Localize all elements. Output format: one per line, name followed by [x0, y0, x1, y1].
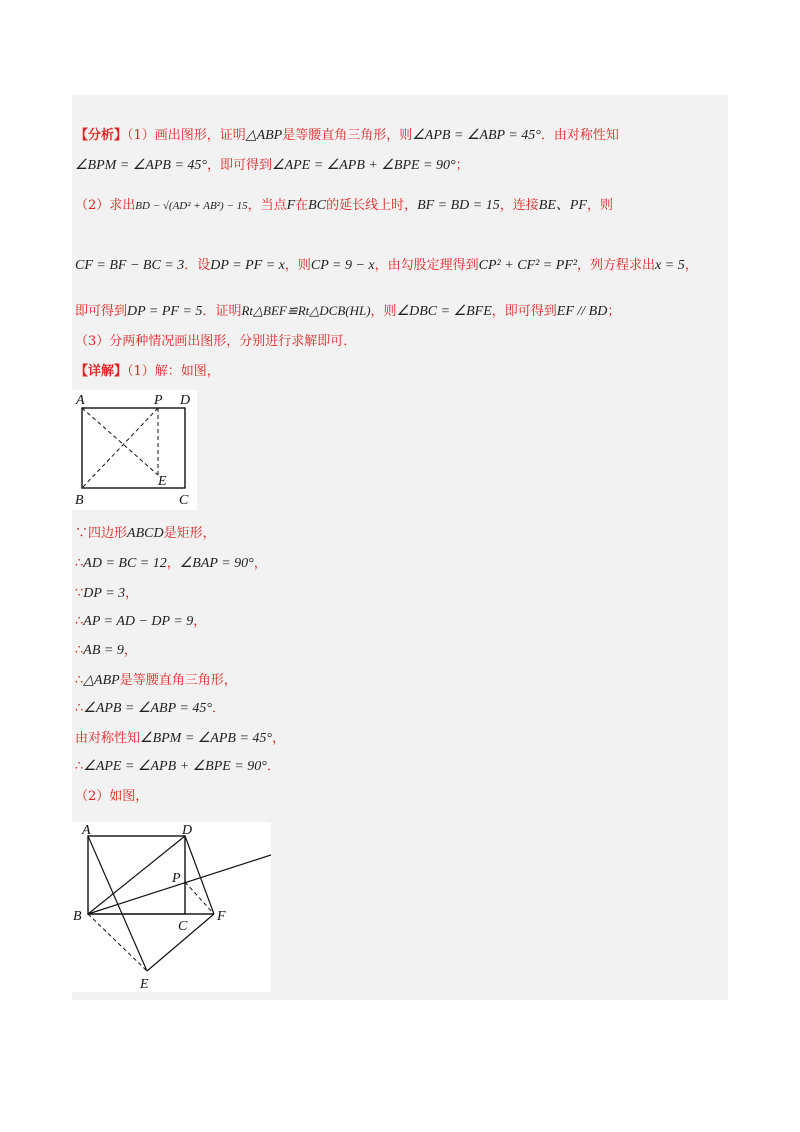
- analysis-line-4: CF = BF − BC = 3．设DP = PF = x，则CP = 9 − x，由勾股定理得到CP² + CF² = PF²，列方程求出x = 5，: [75, 258, 698, 273]
- rectangle-abcd: [82, 408, 185, 488]
- analysis-line-6: （3）分两种情况画出图形，分别进行求解即可．: [75, 334, 357, 349]
- label-a: A: [82, 823, 91, 838]
- analysis-line-5: 即可得到DP = PF = 5．证明Rt△BEF≌Rt△DCB(HL)，则∠DBC = ∠BFE，即可得到EF // BD；: [75, 303, 621, 319]
- detail-step-3: ∵DP = 3，: [75, 586, 139, 601]
- detail-step-9: ∴∠APE = ∠APB + ∠BPE = 90°．: [75, 759, 280, 774]
- analysis-line-2: ∠BPM = ∠APB = 45°，即可得到∠APE = ∠APB + ∠BPE = 90°；: [75, 158, 469, 173]
- figure-1: [72, 390, 197, 510]
- label-c: C: [179, 493, 189, 508]
- diagonal-p-b: [82, 408, 158, 488]
- analysis-line-3: （2）求出BD − √(AD² + AB²) − 15，当点F在BC的延长线上时，BF = BD = 15，连接BE、PF，则: [75, 198, 613, 213]
- label-b: B: [75, 493, 84, 508]
- segment-a-e: [88, 836, 147, 971]
- detail-part-2: （2）如图，: [75, 789, 149, 804]
- label-c: C: [178, 919, 188, 934]
- detail-step-1: ∵四边形ABCD是矩形，: [75, 526, 216, 541]
- detail-step-5: ∴AB = 9，: [75, 643, 137, 658]
- label-p: P: [154, 393, 163, 408]
- detail-step-4: ∴AP = AD − DP = 9，: [75, 614, 207, 629]
- label-d: D: [182, 823, 193, 838]
- label-b: B: [73, 909, 82, 924]
- label-e: E: [158, 474, 167, 489]
- label-p: P: [172, 871, 181, 886]
- segment-b-e-dashed: [88, 914, 147, 971]
- figure-2: [72, 822, 271, 992]
- detail-step-2: ∴AD = BC = 12，∠BAP = 90°，: [75, 556, 267, 571]
- label-d: D: [180, 393, 191, 408]
- segment-b-d: [88, 836, 185, 914]
- detail-step-8: 由对称性知∠BPM = ∠APB = 45°，: [75, 731, 286, 746]
- segment-p-f-dashed: [185, 882, 214, 914]
- label-f: F: [217, 909, 226, 924]
- diagonal-a-e: [82, 408, 158, 475]
- detail-heading: 【详解】（1）解：如图，: [75, 364, 220, 379]
- detail-step-7: ∴∠APB = ∠ABP = 45°．: [75, 701, 225, 716]
- analysis-line-1: 【分析】（1）画出图形，证明△ABP是等腰直角三角形，则∠APB = ∠ABP = 45°．由对称性知: [75, 128, 619, 143]
- label-e: E: [140, 977, 149, 992]
- detail-step-6: ∴△ABP是等腰直角三角形，: [75, 673, 237, 688]
- label-a: A: [76, 393, 85, 408]
